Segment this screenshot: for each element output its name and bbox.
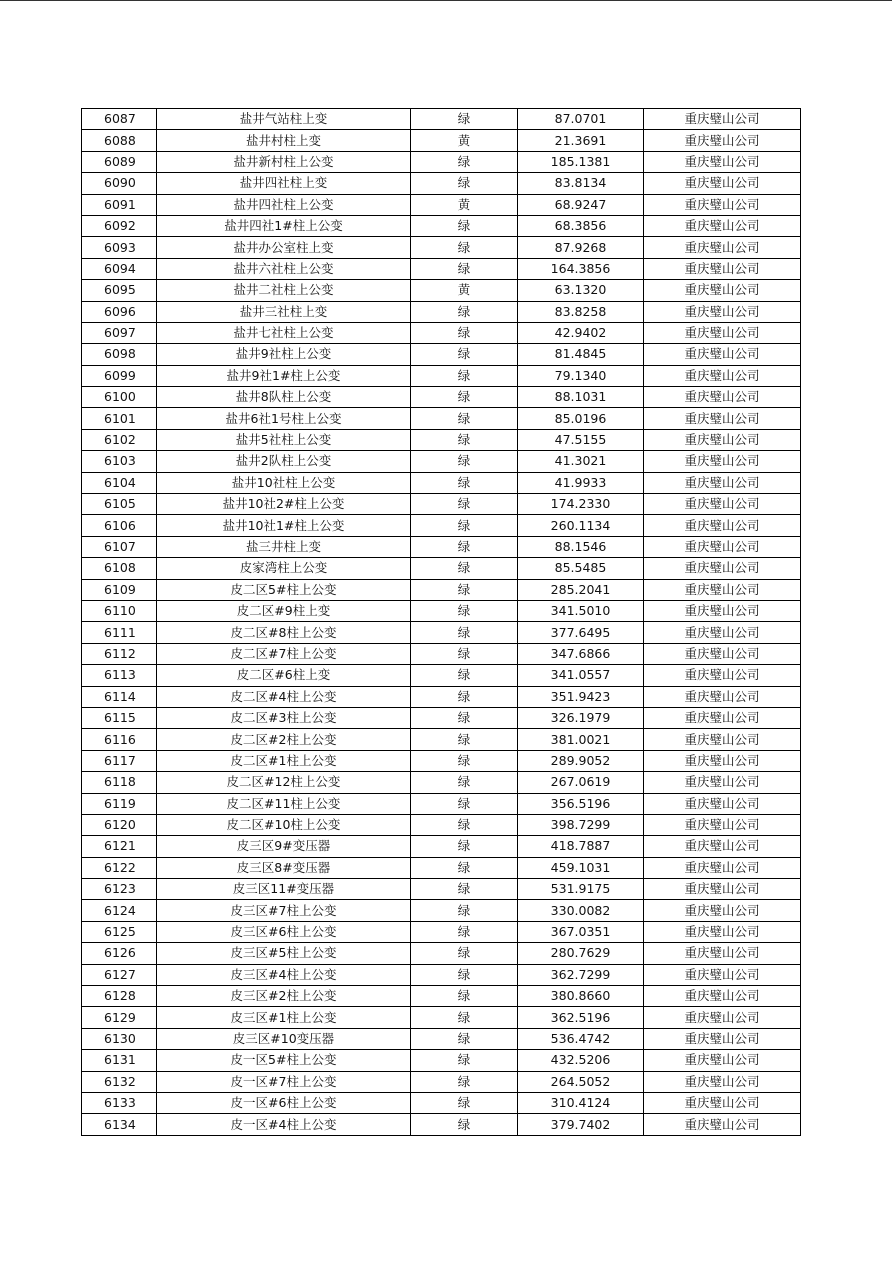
table-row <box>82 750 801 771</box>
company-cell: 重庆璧山公司 <box>644 258 801 279</box>
status-color-cell: 绿 <box>411 579 518 600</box>
company-cell: 重庆璧山公司 <box>644 707 801 728</box>
value-cell: 326.1979 <box>518 707 644 728</box>
status-color-cell: 绿 <box>411 943 518 964</box>
row-id-cell: 6101 <box>82 408 157 429</box>
transformer-name-cell: 皮三区#2柱上公变 <box>157 986 411 1007</box>
status-color-cell: 绿 <box>411 215 518 236</box>
table-row <box>82 900 801 921</box>
transformer-name-cell: 盐井2队柱上公变 <box>157 451 411 472</box>
company-cell: 重庆璧山公司 <box>644 237 801 258</box>
transformer-name-cell: 皮二区#8柱上公变 <box>157 622 411 643</box>
transformer-name-cell: 皮三区#1柱上公变 <box>157 1007 411 1028</box>
company-cell: 重庆璧山公司 <box>644 472 801 493</box>
company-cell: 重庆璧山公司 <box>644 301 801 322</box>
table-row <box>82 515 801 536</box>
company-cell: 重庆璧山公司 <box>644 1071 801 1092</box>
value-cell: 362.7299 <box>518 964 644 985</box>
company-cell: 重庆璧山公司 <box>644 579 801 600</box>
status-color-cell: 黄 <box>411 194 518 215</box>
transformer-name-cell: 皮二区#12柱上公变 <box>157 772 411 793</box>
status-color-cell: 绿 <box>411 793 518 814</box>
row-id-cell: 6119 <box>82 793 157 814</box>
table-row <box>82 600 801 621</box>
value-cell: 380.8660 <box>518 986 644 1007</box>
row-id-cell: 6089 <box>82 151 157 172</box>
row-id-cell: 6099 <box>82 365 157 386</box>
table-row <box>82 1028 801 1049</box>
row-id-cell: 6116 <box>82 729 157 750</box>
company-cell: 重庆璧山公司 <box>644 729 801 750</box>
value-cell: 264.5052 <box>518 1071 644 1092</box>
company-cell: 重庆璧山公司 <box>644 365 801 386</box>
company-cell: 重庆璧山公司 <box>644 109 801 130</box>
transformer-name-cell: 皮二区5#柱上公变 <box>157 579 411 600</box>
value-cell: 81.4845 <box>518 344 644 365</box>
company-cell: 重庆璧山公司 <box>644 750 801 771</box>
status-color-cell: 绿 <box>411 1028 518 1049</box>
row-id-cell: 6097 <box>82 322 157 343</box>
status-color-cell: 绿 <box>411 879 518 900</box>
status-color-cell: 绿 <box>411 729 518 750</box>
row-id-cell: 6093 <box>82 237 157 258</box>
status-color-cell: 绿 <box>411 772 518 793</box>
row-id-cell: 6087 <box>82 109 157 130</box>
value-cell: 330.0082 <box>518 900 644 921</box>
row-id-cell: 6131 <box>82 1050 157 1071</box>
company-cell: 重庆璧山公司 <box>644 643 801 664</box>
row-id-cell: 6107 <box>82 536 157 557</box>
table-row <box>82 643 801 664</box>
table-row <box>82 1071 801 1092</box>
transformer-name-cell: 皮二区#9柱上变 <box>157 600 411 621</box>
table-row <box>82 1092 801 1113</box>
table-row <box>82 280 801 301</box>
row-id-cell: 6088 <box>82 130 157 151</box>
table-row <box>82 494 801 515</box>
status-color-cell: 绿 <box>411 600 518 621</box>
status-color-cell: 绿 <box>411 429 518 450</box>
row-id-cell: 6096 <box>82 301 157 322</box>
value-cell: 87.0701 <box>518 109 644 130</box>
table-row <box>82 943 801 964</box>
transformer-name-cell: 皮二区#7柱上公变 <box>157 643 411 664</box>
row-id-cell: 6100 <box>82 387 157 408</box>
table-row <box>82 344 801 365</box>
table-row <box>82 793 801 814</box>
value-cell: 536.4742 <box>518 1028 644 1049</box>
company-cell: 重庆璧山公司 <box>644 280 801 301</box>
status-color-cell: 黄 <box>411 130 518 151</box>
transformer-name-cell: 皮三区8#变压器 <box>157 857 411 878</box>
transformer-name-cell: 皮二区#11柱上公变 <box>157 793 411 814</box>
transformer-name-cell: 盐井6社1号柱上公变 <box>157 408 411 429</box>
transformer-name-cell: 皮一区#4柱上公变 <box>157 1114 411 1135</box>
status-color-cell: 绿 <box>411 964 518 985</box>
value-cell: 41.9933 <box>518 472 644 493</box>
company-cell: 重庆璧山公司 <box>644 494 801 515</box>
transformer-name-cell: 盐井七社柱上公变 <box>157 322 411 343</box>
value-cell: 185.1381 <box>518 151 644 172</box>
value-cell: 341.0557 <box>518 665 644 686</box>
value-cell: 83.8258 <box>518 301 644 322</box>
row-id-cell: 6105 <box>82 494 157 515</box>
status-color-cell: 绿 <box>411 836 518 857</box>
value-cell: 87.9268 <box>518 237 644 258</box>
transformer-name-cell: 皮三区#7柱上公变 <box>157 900 411 921</box>
row-id-cell: 6134 <box>82 1114 157 1135</box>
table-row <box>82 173 801 194</box>
transformer-name-cell: 盐井10社2#柱上公变 <box>157 494 411 515</box>
company-cell: 重庆璧山公司 <box>644 130 801 151</box>
company-cell: 重庆璧山公司 <box>644 943 801 964</box>
row-id-cell: 6091 <box>82 194 157 215</box>
transformer-name-cell: 皮三区#5柱上公变 <box>157 943 411 964</box>
company-cell: 重庆璧山公司 <box>644 515 801 536</box>
row-id-cell: 6132 <box>82 1071 157 1092</box>
transformer-name-cell: 盐井六社柱上公变 <box>157 258 411 279</box>
company-cell: 重庆璧山公司 <box>644 408 801 429</box>
row-id-cell: 6127 <box>82 964 157 985</box>
table-row <box>82 1007 801 1028</box>
row-id-cell: 6113 <box>82 665 157 686</box>
row-id-cell: 6098 <box>82 344 157 365</box>
transformer-name-cell: 皮二区#4柱上公变 <box>157 686 411 707</box>
row-id-cell: 6122 <box>82 857 157 878</box>
value-cell: 341.5010 <box>518 600 644 621</box>
status-color-cell: 绿 <box>411 707 518 728</box>
row-id-cell: 6130 <box>82 1028 157 1049</box>
row-id-cell: 6124 <box>82 900 157 921</box>
row-id-cell: 6094 <box>82 258 157 279</box>
company-cell: 重庆璧山公司 <box>644 1092 801 1113</box>
status-color-cell: 绿 <box>411 1050 518 1071</box>
status-color-cell: 绿 <box>411 921 518 942</box>
status-color-cell: 绿 <box>411 258 518 279</box>
value-cell: 85.5485 <box>518 558 644 579</box>
company-cell: 重庆璧山公司 <box>644 387 801 408</box>
table-row <box>82 130 801 151</box>
row-id-cell: 6106 <box>82 515 157 536</box>
value-cell: 310.4124 <box>518 1092 644 1113</box>
table-body <box>82 109 801 1136</box>
value-cell: 68.3856 <box>518 215 644 236</box>
table-row <box>82 772 801 793</box>
table-row <box>82 729 801 750</box>
status-color-cell: 绿 <box>411 665 518 686</box>
status-color-cell: 黄 <box>411 280 518 301</box>
value-cell: 351.9423 <box>518 686 644 707</box>
company-cell: 重庆璧山公司 <box>644 173 801 194</box>
status-color-cell: 绿 <box>411 750 518 771</box>
status-color-cell: 绿 <box>411 558 518 579</box>
row-id-cell: 6102 <box>82 429 157 450</box>
row-id-cell: 6128 <box>82 986 157 1007</box>
company-cell: 重庆璧山公司 <box>644 836 801 857</box>
value-cell: 63.1320 <box>518 280 644 301</box>
value-cell: 289.9052 <box>518 750 644 771</box>
transformer-name-cell: 盐井5社柱上公变 <box>157 429 411 450</box>
company-cell: 重庆璧山公司 <box>644 879 801 900</box>
table-row <box>82 558 801 579</box>
value-cell: 381.0021 <box>518 729 644 750</box>
status-color-cell: 绿 <box>411 344 518 365</box>
row-id-cell: 6125 <box>82 921 157 942</box>
company-cell: 重庆璧山公司 <box>644 215 801 236</box>
transformer-name-cell: 皮一区#7柱上公变 <box>157 1071 411 1092</box>
transformer-name-cell: 皮二区#1柱上公变 <box>157 750 411 771</box>
company-cell: 重庆璧山公司 <box>644 986 801 1007</box>
status-color-cell: 绿 <box>411 365 518 386</box>
company-cell: 重庆璧山公司 <box>644 536 801 557</box>
transformer-name-cell: 皮二区#3柱上公变 <box>157 707 411 728</box>
table-row <box>82 258 801 279</box>
value-cell: 377.6495 <box>518 622 644 643</box>
value-cell: 42.9402 <box>518 322 644 343</box>
transformer-name-cell: 盐井9社柱上公变 <box>157 344 411 365</box>
table-row <box>82 536 801 557</box>
value-cell: 280.7629 <box>518 943 644 964</box>
status-color-cell: 绿 <box>411 686 518 707</box>
row-id-cell: 6090 <box>82 173 157 194</box>
table-row <box>82 301 801 322</box>
value-cell: 531.9175 <box>518 879 644 900</box>
value-cell: 21.3691 <box>518 130 644 151</box>
company-cell: 重庆璧山公司 <box>644 151 801 172</box>
status-color-cell: 绿 <box>411 814 518 835</box>
company-cell: 重庆璧山公司 <box>644 622 801 643</box>
company-cell: 重庆璧山公司 <box>644 322 801 343</box>
value-cell: 47.5155 <box>518 429 644 450</box>
company-cell: 重庆璧山公司 <box>644 558 801 579</box>
table-row <box>82 836 801 857</box>
table-row <box>82 151 801 172</box>
value-cell: 83.8134 <box>518 173 644 194</box>
table-row <box>82 194 801 215</box>
row-id-cell: 6118 <box>82 772 157 793</box>
value-cell: 41.3021 <box>518 451 644 472</box>
transformer-name-cell: 皮家湾柱上公变 <box>157 558 411 579</box>
transformer-name-cell: 盐井气站柱上变 <box>157 109 411 130</box>
table-row <box>82 472 801 493</box>
row-id-cell: 6117 <box>82 750 157 771</box>
transformer-name-cell: 盐井四社柱上公变 <box>157 194 411 215</box>
company-cell: 重庆璧山公司 <box>644 194 801 215</box>
status-color-cell: 绿 <box>411 643 518 664</box>
row-id-cell: 6104 <box>82 472 157 493</box>
row-id-cell: 6111 <box>82 622 157 643</box>
company-cell: 重庆璧山公司 <box>644 665 801 686</box>
transformer-name-cell: 皮一区#6柱上公变 <box>157 1092 411 1113</box>
row-id-cell: 6110 <box>82 600 157 621</box>
status-color-cell: 绿 <box>411 494 518 515</box>
transformer-name-cell: 盐井新村柱上公变 <box>157 151 411 172</box>
value-cell: 347.6866 <box>518 643 644 664</box>
transformer-name-cell: 盐井村柱上变 <box>157 130 411 151</box>
value-cell: 356.5196 <box>518 793 644 814</box>
page-top-border <box>0 0 892 1</box>
transformer-name-cell: 皮二区#6柱上变 <box>157 665 411 686</box>
value-cell: 285.2041 <box>518 579 644 600</box>
table-row <box>82 237 801 258</box>
company-cell: 重庆璧山公司 <box>644 451 801 472</box>
row-id-cell: 6133 <box>82 1092 157 1113</box>
transformer-name-cell: 盐井办公室柱上变 <box>157 237 411 258</box>
table-row <box>82 964 801 985</box>
row-id-cell: 6115 <box>82 707 157 728</box>
company-cell: 重庆璧山公司 <box>644 772 801 793</box>
status-color-cell: 绿 <box>411 986 518 1007</box>
company-cell: 重庆璧山公司 <box>644 344 801 365</box>
transformer-name-cell: 盐井四社柱上变 <box>157 173 411 194</box>
value-cell: 88.1546 <box>518 536 644 557</box>
value-cell: 267.0619 <box>518 772 644 793</box>
transformer-name-cell: 盐井8队柱上公变 <box>157 387 411 408</box>
transformer-name-cell: 皮二区#10柱上公变 <box>157 814 411 835</box>
company-cell: 重庆璧山公司 <box>644 793 801 814</box>
transformer-name-cell: 皮三区#10变压器 <box>157 1028 411 1049</box>
value-cell: 260.1134 <box>518 515 644 536</box>
table-row <box>82 365 801 386</box>
status-color-cell: 绿 <box>411 472 518 493</box>
table-row <box>82 686 801 707</box>
transformer-name-cell: 盐井9社1#柱上公变 <box>157 365 411 386</box>
status-color-cell: 绿 <box>411 1114 518 1135</box>
status-color-cell: 绿 <box>411 857 518 878</box>
status-color-cell: 绿 <box>411 322 518 343</box>
table-row <box>82 921 801 942</box>
row-id-cell: 6095 <box>82 280 157 301</box>
value-cell: 68.9247 <box>518 194 644 215</box>
company-cell: 重庆璧山公司 <box>644 1050 801 1071</box>
transformer-name-cell: 盐井10社1#柱上公变 <box>157 515 411 536</box>
status-color-cell: 绿 <box>411 900 518 921</box>
value-cell: 432.5206 <box>518 1050 644 1071</box>
table-row <box>82 579 801 600</box>
company-cell: 重庆璧山公司 <box>644 1007 801 1028</box>
status-color-cell: 绿 <box>411 387 518 408</box>
table-row <box>82 879 801 900</box>
company-cell: 重庆璧山公司 <box>644 1114 801 1135</box>
transformer-name-cell: 盐井三社柱上变 <box>157 301 411 322</box>
row-id-cell: 6103 <box>82 451 157 472</box>
row-id-cell: 6114 <box>82 686 157 707</box>
transformer-name-cell: 皮三区#6柱上公变 <box>157 921 411 942</box>
table-row <box>82 814 801 835</box>
value-cell: 88.1031 <box>518 387 644 408</box>
table-row <box>82 707 801 728</box>
company-cell: 重庆璧山公司 <box>644 600 801 621</box>
row-id-cell: 6092 <box>82 215 157 236</box>
value-cell: 379.7402 <box>518 1114 644 1135</box>
transformer-name-cell: 盐井10社柱上公变 <box>157 472 411 493</box>
status-color-cell: 绿 <box>411 622 518 643</box>
value-cell: 459.1031 <box>518 857 644 878</box>
status-color-cell: 绿 <box>411 408 518 429</box>
row-id-cell: 6112 <box>82 643 157 664</box>
value-cell: 418.7887 <box>518 836 644 857</box>
transformer-name-cell: 皮三区9#变压器 <box>157 836 411 857</box>
table-row <box>82 215 801 236</box>
table-row <box>82 429 801 450</box>
value-cell: 164.3856 <box>518 258 644 279</box>
status-color-cell: 绿 <box>411 451 518 472</box>
transformer-name-cell: 皮一区5#柱上公变 <box>157 1050 411 1071</box>
status-color-cell: 绿 <box>411 1092 518 1113</box>
status-color-cell: 绿 <box>411 1007 518 1028</box>
transformer-name-cell: 盐三井柱上变 <box>157 536 411 557</box>
table-row <box>82 451 801 472</box>
status-color-cell: 绿 <box>411 237 518 258</box>
company-cell: 重庆璧山公司 <box>644 686 801 707</box>
row-id-cell: 6120 <box>82 814 157 835</box>
table-row <box>82 986 801 1007</box>
company-cell: 重庆璧山公司 <box>644 921 801 942</box>
table-row <box>82 387 801 408</box>
table-row <box>82 1050 801 1071</box>
value-cell: 174.2330 <box>518 494 644 515</box>
row-id-cell: 6129 <box>82 1007 157 1028</box>
company-cell: 重庆璧山公司 <box>644 429 801 450</box>
table-row <box>82 109 801 130</box>
status-color-cell: 绿 <box>411 151 518 172</box>
transformer-name-cell: 盐井二社柱上公变 <box>157 280 411 301</box>
transformer-name-cell: 盐井四社1#柱上公变 <box>157 215 411 236</box>
row-id-cell: 6126 <box>82 943 157 964</box>
transformer-name-cell: 皮三区11#变压器 <box>157 879 411 900</box>
value-cell: 367.0351 <box>518 921 644 942</box>
table-row <box>82 857 801 878</box>
table-row <box>82 1114 801 1135</box>
status-color-cell: 绿 <box>411 301 518 322</box>
value-cell: 79.1340 <box>518 365 644 386</box>
table-row <box>82 322 801 343</box>
row-id-cell: 6109 <box>82 579 157 600</box>
status-color-cell: 绿 <box>411 1071 518 1092</box>
company-cell: 重庆璧山公司 <box>644 857 801 878</box>
row-id-cell: 6123 <box>82 879 157 900</box>
table-row <box>82 408 801 429</box>
company-cell: 重庆璧山公司 <box>644 1028 801 1049</box>
status-color-cell: 绿 <box>411 109 518 130</box>
transformer-table <box>81 108 801 1136</box>
value-cell: 362.5196 <box>518 1007 644 1028</box>
value-cell: 398.7299 <box>518 814 644 835</box>
status-color-cell: 绿 <box>411 515 518 536</box>
status-color-cell: 绿 <box>411 536 518 557</box>
company-cell: 重庆璧山公司 <box>644 964 801 985</box>
row-id-cell: 6108 <box>82 558 157 579</box>
table-row <box>82 622 801 643</box>
company-cell: 重庆璧山公司 <box>644 814 801 835</box>
row-id-cell: 6121 <box>82 836 157 857</box>
company-cell: 重庆璧山公司 <box>644 900 801 921</box>
transformer-name-cell: 皮二区#2柱上公变 <box>157 729 411 750</box>
table-row <box>82 665 801 686</box>
value-cell: 85.0196 <box>518 408 644 429</box>
status-color-cell: 绿 <box>411 173 518 194</box>
transformer-name-cell: 皮三区#4柱上公变 <box>157 964 411 985</box>
